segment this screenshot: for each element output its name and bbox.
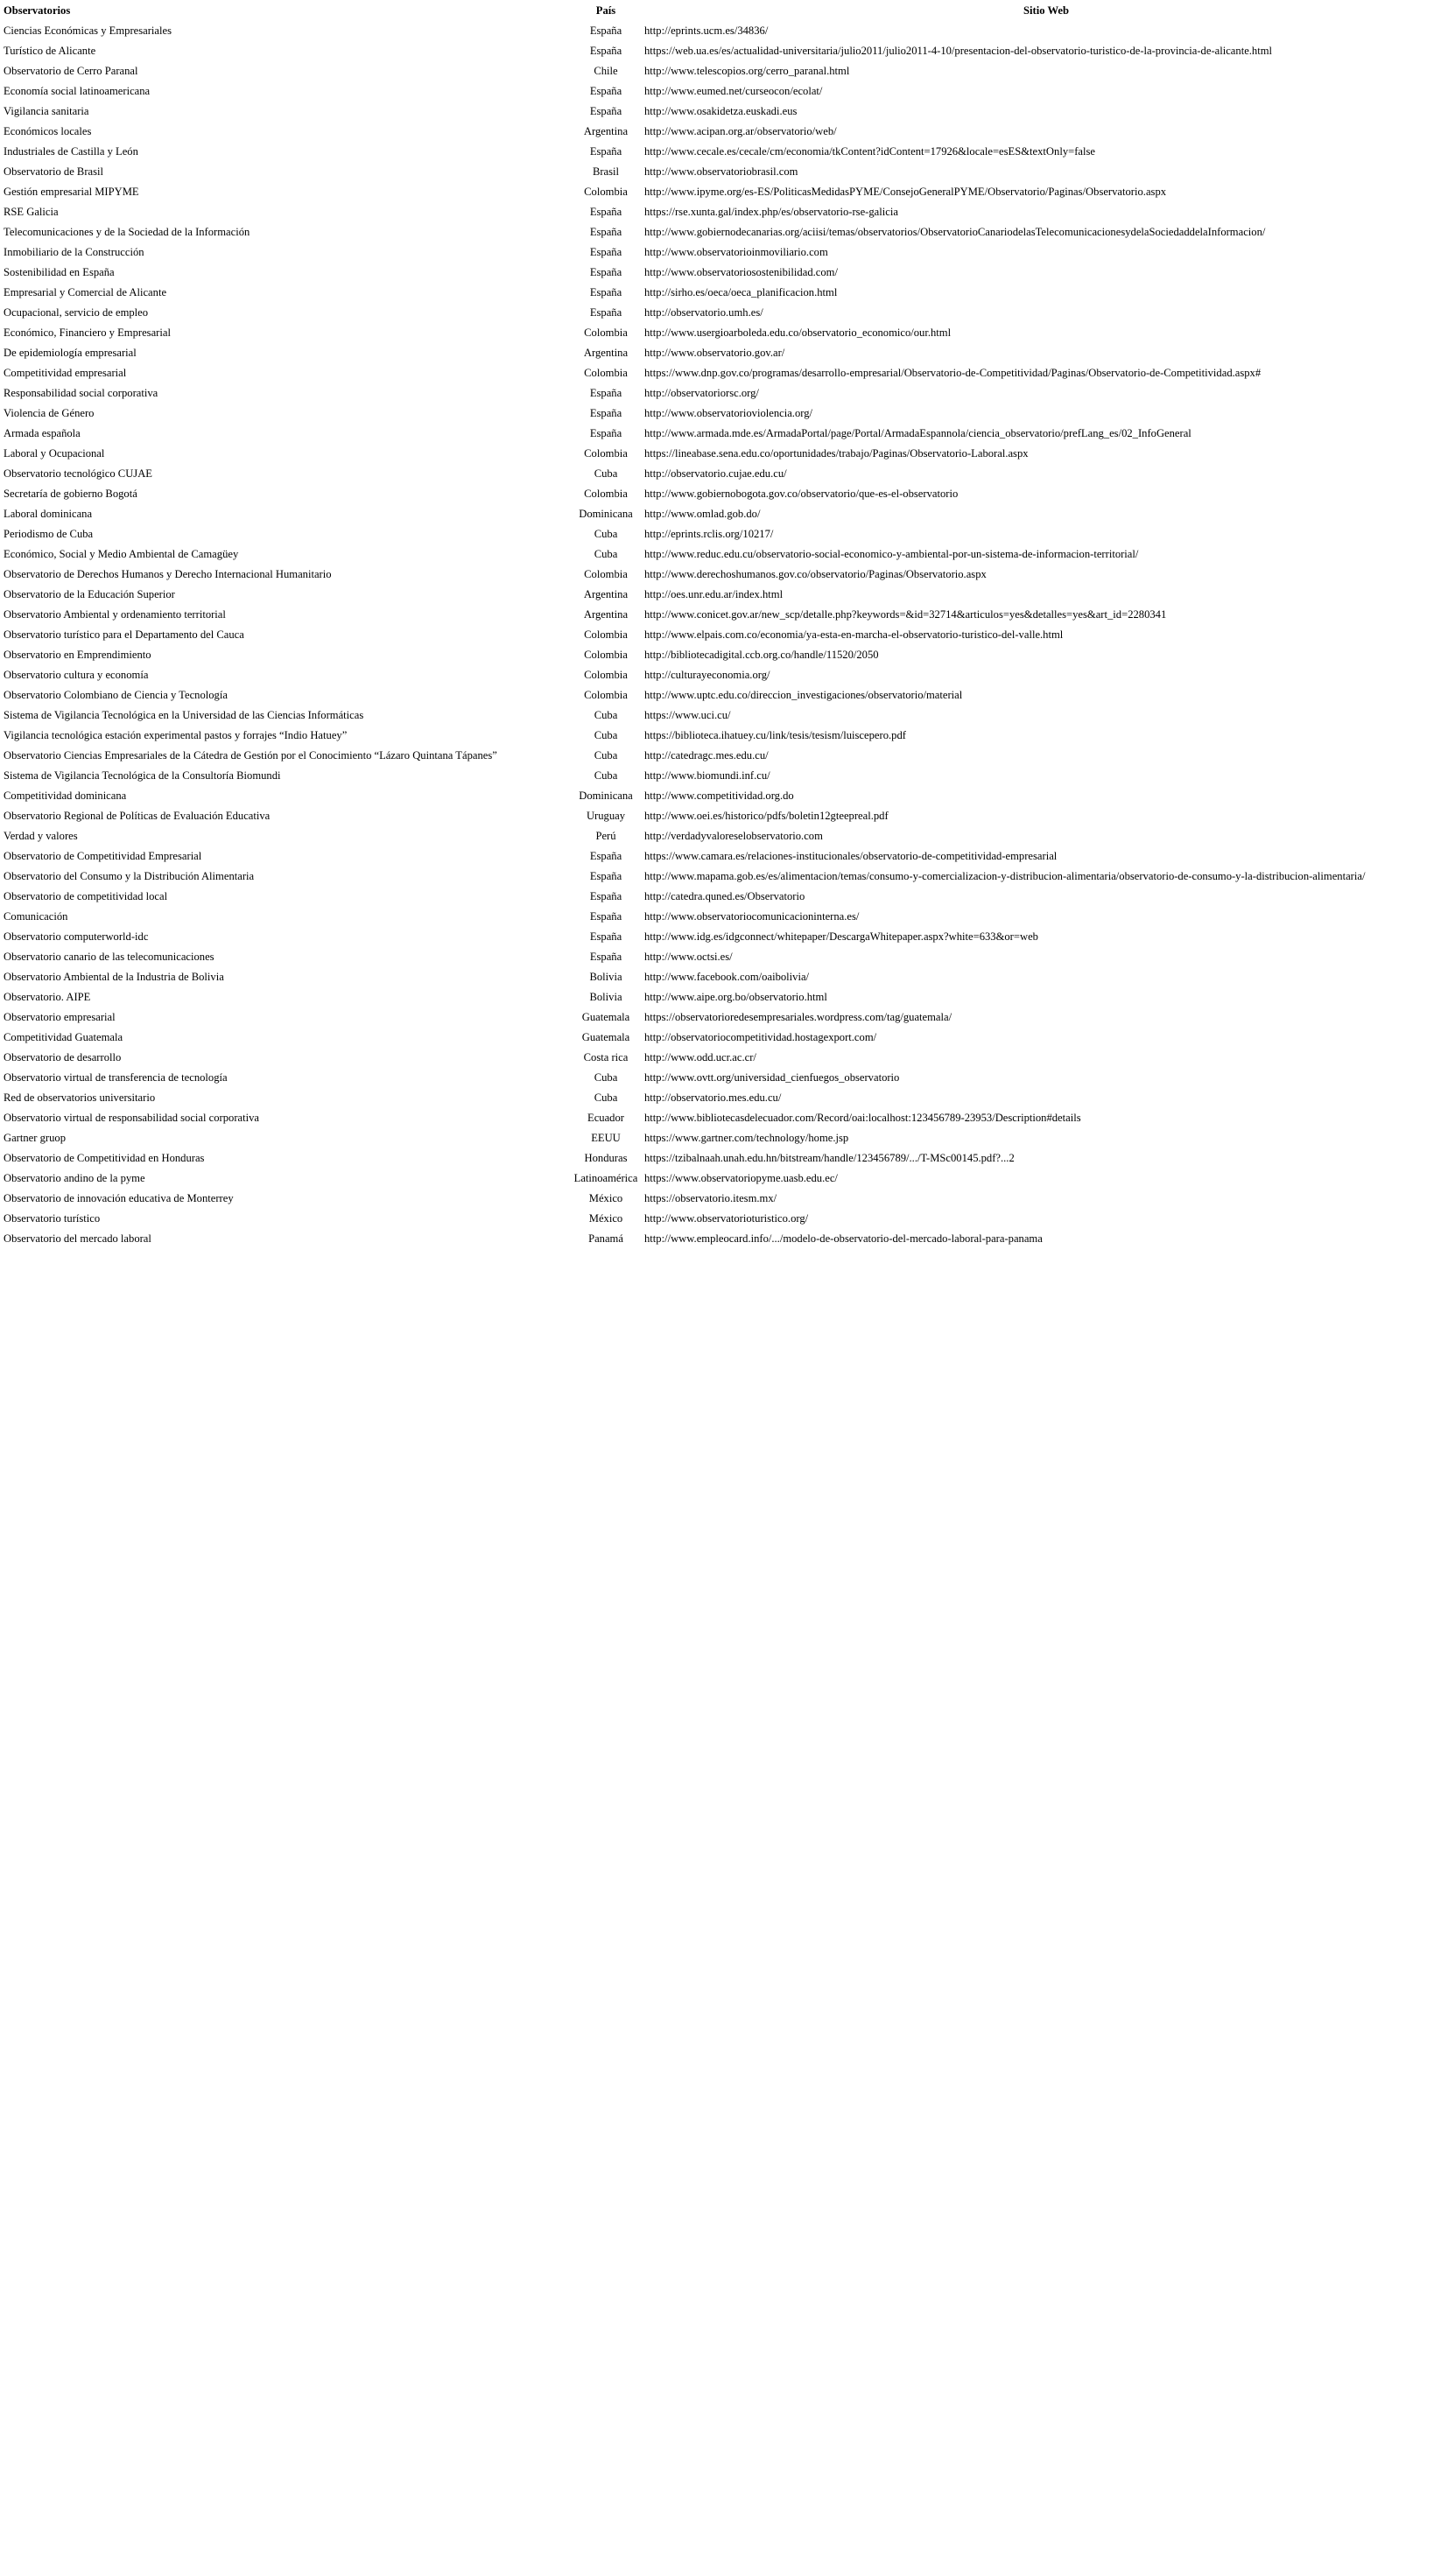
cell-observatorio: Observatorio Regional de Políticas de Evaluación Educativa bbox=[4, 810, 271, 822]
cell-pais: Guatemala bbox=[581, 1011, 630, 1023]
cell-observatorio: Económico, Social y Medio Ambiental de Camagüey bbox=[4, 548, 239, 560]
cell-observatorio: De epidemiología empresarial bbox=[4, 347, 137, 359]
cell-pais: Cuba bbox=[594, 709, 618, 721]
table-row bbox=[4, 182, 1448, 202]
cell-sitio-web[interactable]: https://lineabase.sena.edu.co/oportunidades/trabajo/Paginas/Observatorio-Laboral.aspx bbox=[644, 447, 1029, 460]
cell-pais: Latinoamérica bbox=[573, 1172, 638, 1184]
cell-pais: Argentina bbox=[583, 608, 629, 621]
table-row bbox=[4, 283, 1448, 303]
cell-sitio-web[interactable]: http://www.mapama.gob.es/es/alimentacion/temas/consumo-y-comercializacion-y-distribucion-alimentaria/observatorio-de-consumo-y-la-distribucion-alimentaria/ bbox=[644, 870, 1366, 882]
cell-sitio-web[interactable]: http://www.aipe.org.bo/observatorio.html bbox=[644, 991, 827, 1003]
table-row bbox=[4, 122, 1448, 142]
cell-observatorio: Responsabilidad social corporativa bbox=[4, 387, 158, 399]
cell-pais: Colombia bbox=[584, 568, 628, 580]
cell-observatorio: Observatorio turístico bbox=[4, 1212, 101, 1225]
table-row bbox=[4, 21, 1448, 41]
cell-sitio-web[interactable]: http://observatoriocompetitividad.hostagexport.com/ bbox=[644, 1031, 877, 1043]
table-row bbox=[4, 263, 1448, 283]
cell-sitio-web[interactable]: http://www.empleocard.info/.../modelo-de-observatorio-del-mercado-laboral-para-panama bbox=[644, 1232, 1043, 1245]
cell-observatorio: Sostenibilidad en España bbox=[4, 266, 115, 278]
cell-sitio-web[interactable]: http://www.competitividad.org.do bbox=[644, 790, 794, 802]
table-header-row bbox=[4, 1, 1448, 21]
cell-sitio-web[interactable]: http://observatoriorsc.org/ bbox=[644, 387, 759, 399]
cell-sitio-web[interactable]: http://catedragc.mes.edu.cu/ bbox=[644, 749, 769, 762]
cell-sitio-web[interactable]: http://www.gobiernobogota.gov.co/observatorio/que-es-el-observatorio bbox=[644, 488, 959, 500]
cell-sitio-web[interactable]: http://catedra.quned.es/Observatorio bbox=[644, 890, 805, 902]
cell-pais: Colombia bbox=[584, 367, 628, 379]
cell-sitio-web[interactable]: http://www.uptc.edu.co/direccion_investigaciones/observatorio/material bbox=[644, 689, 963, 701]
table-row bbox=[4, 444, 1448, 464]
cell-observatorio: Observatorio tecnológico CUJAE bbox=[4, 467, 152, 480]
cell-sitio-web[interactable]: https://observatorio.itesm.mx/ bbox=[644, 1192, 777, 1204]
cell-sitio-web[interactable]: http://www.oei.es/historico/pdfs/boletin12gteepreal.pdf bbox=[644, 810, 889, 822]
table-row bbox=[4, 967, 1448, 987]
table-row bbox=[4, 685, 1448, 705]
cell-observatorio: Vigilancia sanitaria bbox=[4, 105, 89, 117]
cell-observatorio: Telecomunicaciones y de la Sociedad de la Información bbox=[4, 226, 250, 238]
cell-observatorio: Observatorio de la Educación Superior bbox=[4, 588, 175, 600]
table-row bbox=[4, 363, 1448, 383]
cell-observatorio: RSE Galicia bbox=[4, 206, 59, 218]
table-row bbox=[4, 404, 1448, 424]
cell-pais: Colombia bbox=[584, 488, 628, 500]
cell-sitio-web[interactable]: http://www.conicet.gov.ar/new_scp/detalle.php?keywords=&id=32714&articulos=yes&detalles=yes&art_id=2280341 bbox=[644, 608, 1167, 621]
cell-sitio-web[interactable]: http://www.reduc.edu.cu/observatorio-social-economico-y-ambiental-por-un-sistema-de-informacion-territorial/ bbox=[644, 548, 1139, 560]
cell-observatorio: Observatorio del mercado laboral bbox=[4, 1232, 151, 1245]
table-row bbox=[4, 222, 1448, 242]
cell-pais: Colombia bbox=[584, 326, 628, 339]
cell-pais: EEUU bbox=[591, 1132, 621, 1144]
cell-pais: Costa rica bbox=[583, 1051, 629, 1063]
cell-sitio-web[interactable]: http://www.ovtt.org/universidad_cienfuegos_observatorio bbox=[644, 1071, 900, 1084]
table-row bbox=[4, 846, 1448, 867]
cell-pais: México bbox=[588, 1212, 623, 1225]
cell-observatorio: Sistema de Vigilancia Tecnológica de la Consultoría Biomundi bbox=[4, 769, 281, 782]
cell-observatorio: Red de observatorios universitario bbox=[4, 1091, 156, 1104]
cell-sitio-web[interactable]: http://www.bibliotecasdelecuador.com/Record/oai:localhost:123456789-23953/Description#details bbox=[644, 1112, 1081, 1124]
cell-sitio-web[interactable]: http://www.observatorio.gov.ar/ bbox=[644, 347, 785, 359]
table-row bbox=[4, 524, 1448, 544]
cell-pais: España bbox=[589, 870, 622, 882]
cell-sitio-web[interactable]: https://www.dnp.gov.co/programas/desarrollo-empresarial/Observatorio-de-Competitividad/Paginas/Observatorio-de-Competitividad.aspx# bbox=[644, 367, 1262, 379]
cell-pais: España bbox=[589, 25, 622, 37]
cell-pais: España bbox=[589, 306, 622, 319]
cell-sitio-web[interactable]: http://www.observatoriobrasil.com bbox=[644, 165, 798, 178]
cell-sitio-web[interactable]: http://observatorio.umh.es/ bbox=[644, 306, 763, 319]
cell-observatorio: Competitividad empresarial bbox=[4, 367, 127, 379]
cell-observatorio: Comunicación bbox=[4, 910, 68, 923]
cell-sitio-web[interactable]: http://oes.unr.edu.ar/index.html bbox=[644, 588, 784, 600]
cell-pais: Dominicana bbox=[579, 508, 633, 520]
cell-pais: Cuba bbox=[594, 729, 618, 741]
cell-observatorio: Industriales de Castilla y León bbox=[4, 145, 138, 158]
cell-sitio-web[interactable]: https://www.gartner.com/technology/home.jsp bbox=[644, 1132, 849, 1144]
cell-pais: Uruguay bbox=[586, 810, 626, 822]
cell-pais: Bolivia bbox=[589, 991, 622, 1003]
cell-observatorio: Inmobiliario de la Construcción bbox=[4, 246, 144, 258]
cell-observatorio: Competitividad Guatemala bbox=[4, 1031, 123, 1043]
cell-observatorio: Observatorio en Emprendimiento bbox=[4, 649, 151, 661]
cell-observatorio: Observatorio Ambiental y ordenamiento territorial bbox=[4, 608, 226, 621]
cell-observatorio: Observatorio del Consumo y la Distribución Alimentaria bbox=[4, 870, 255, 882]
cell-sitio-web[interactable]: http://eprints.ucm.es/34836/ bbox=[644, 25, 769, 37]
table-row bbox=[4, 1028, 1448, 1048]
cell-sitio-web[interactable]: http://www.ipyme.org/es-ES/PoliticasMedidasPYME/ConsejoGeneralPYME/Observatorio/Paginas/Observatorio.aspx bbox=[644, 186, 1167, 198]
observatorios-table bbox=[4, 1, 1448, 1249]
cell-pais: España bbox=[589, 850, 622, 862]
cell-observatorio: Observatorio de Derechos Humanos y Derecho Internacional Humanitario bbox=[4, 568, 332, 580]
cell-pais: España bbox=[589, 45, 622, 57]
cell-sitio-web[interactable]: http://www.facebook.com/oaibolivia/ bbox=[644, 971, 810, 983]
cell-observatorio: Gartner gruop bbox=[4, 1132, 66, 1144]
cell-sitio-web[interactable]: https://rse.xunta.gal/index.php/es/observatorio-rse-galicia bbox=[644, 206, 898, 218]
table-row bbox=[4, 343, 1448, 363]
table-row bbox=[4, 544, 1448, 565]
cell-sitio-web[interactable]: https://www.camara.es/relaciones-institucionales/observatorio-de-competitividad-empresarial bbox=[644, 850, 1058, 862]
table-row bbox=[4, 1128, 1448, 1148]
table-row bbox=[4, 484, 1448, 504]
table-row bbox=[4, 826, 1448, 846]
cell-observatorio: Observatorio andino de la pyme bbox=[4, 1172, 145, 1184]
cell-pais: España bbox=[589, 145, 622, 158]
cell-sitio-web[interactable]: https://observatorioredesempresariales.wordpress.com/tag/guatemala/ bbox=[644, 1011, 952, 1023]
table-row bbox=[4, 102, 1448, 122]
table-row bbox=[4, 383, 1448, 404]
cell-pais: Colombia bbox=[584, 628, 628, 641]
cell-observatorio: Observatorio empresarial bbox=[4, 1011, 116, 1023]
cell-observatorio: Secretaría de gobierno Bogotá bbox=[4, 488, 137, 500]
table-row bbox=[4, 464, 1448, 484]
cell-observatorio: Observatorio canario de las telecomunicaciones bbox=[4, 951, 214, 963]
cell-pais: Brasil bbox=[592, 165, 620, 178]
cell-observatorio: Turístico de Alicante bbox=[4, 45, 96, 57]
cell-observatorio: Observatorio Ciencias Empresariales de la Cátedra de Gestión por el Conocimiento “Lázaro Quintana Tápanes” bbox=[4, 749, 497, 762]
cell-pais: España bbox=[589, 286, 622, 298]
table-row bbox=[4, 323, 1448, 343]
table-row bbox=[4, 162, 1448, 182]
cell-observatorio: Periodismo de Cuba bbox=[4, 528, 94, 540]
cell-sitio-web[interactable]: http://www.observatorioviolencia.org/ bbox=[644, 407, 813, 419]
cell-sitio-web[interactable]: http://sirho.es/oeca/oeca_planificacion.html bbox=[644, 286, 838, 298]
cell-pais: Colombia bbox=[584, 649, 628, 661]
table-row bbox=[4, 746, 1448, 766]
table-row bbox=[4, 242, 1448, 263]
header-observatorios: Observatorios bbox=[4, 4, 71, 17]
cell-observatorio: Gestión empresarial MIPYME bbox=[4, 186, 139, 198]
cell-sitio-web[interactable]: http://www.cecale.es/cecale/cm/economia/tkContent?idContent=17926&locale=esES&textOnly=false bbox=[644, 145, 1095, 158]
cell-sitio-web[interactable]: http://www.idg.es/idgconnect/whitepaper/DescargaWhitepaper.aspx?white=633&or=web bbox=[644, 930, 1038, 943]
cell-sitio-web[interactable]: http://www.observatorioturistico.org/ bbox=[644, 1212, 809, 1225]
table-row bbox=[4, 907, 1448, 927]
table-row bbox=[4, 947, 1448, 967]
table-row bbox=[4, 81, 1448, 102]
table-row bbox=[4, 625, 1448, 645]
cell-sitio-web[interactable]: https://web.ua.es/es/actualidad-universitaria/julio2011/julio2011-4-10/presentacion-del-observatorio-turistico-de-la-provincia-de-alicante.html bbox=[644, 45, 1273, 57]
cell-pais: México bbox=[588, 1192, 623, 1204]
cell-sitio-web[interactable]: http://eprints.rclis.org/10217/ bbox=[644, 528, 774, 540]
cell-pais: España bbox=[589, 105, 622, 117]
cell-pais: Argentina bbox=[583, 125, 629, 137]
cell-observatorio: Económico, Financiero y Empresarial bbox=[4, 326, 171, 339]
cell-observatorio: Observatorio de desarrollo bbox=[4, 1051, 122, 1063]
cell-pais: Bolivia bbox=[589, 971, 622, 983]
cell-observatorio: Observatorio Colombiano de Ciencia y Tecnología bbox=[4, 689, 228, 701]
cell-sitio-web[interactable]: http://www.telescopios.org/cerro_paranal.html bbox=[644, 65, 850, 77]
cell-sitio-web[interactable]: http://verdadyvaloreselobservatorio.com bbox=[644, 830, 823, 842]
table-row bbox=[4, 645, 1448, 665]
cell-pais: España bbox=[589, 266, 622, 278]
table-row bbox=[4, 766, 1448, 786]
cell-pais: Cuba bbox=[594, 1091, 618, 1104]
cell-pais: España bbox=[589, 226, 622, 238]
cell-observatorio: Observatorio de Brasil bbox=[4, 165, 104, 178]
cell-observatorio: Observatorio virtual de transferencia de tecnología bbox=[4, 1071, 228, 1084]
table-row bbox=[4, 424, 1448, 444]
header-pais: País bbox=[595, 4, 616, 17]
table-row bbox=[4, 504, 1448, 524]
table-row bbox=[4, 1108, 1448, 1128]
cell-pais: España bbox=[589, 930, 622, 943]
cell-sitio-web[interactable]: http://observatorio.mes.edu.cu/ bbox=[644, 1091, 782, 1104]
cell-observatorio: Observatorio. AIPE bbox=[4, 991, 91, 1003]
table-row bbox=[4, 585, 1448, 605]
cell-sitio-web[interactable]: http://www.omlad.gob.do/ bbox=[644, 508, 761, 520]
cell-observatorio: Armada española bbox=[4, 427, 81, 439]
cell-pais: Dominicana bbox=[579, 790, 633, 802]
cell-pais: Cuba bbox=[594, 749, 618, 762]
cell-pais: Cuba bbox=[594, 528, 618, 540]
cell-pais: Chile bbox=[594, 65, 618, 77]
table-row bbox=[4, 806, 1448, 826]
cell-observatorio: Competitividad dominicana bbox=[4, 790, 127, 802]
table-row bbox=[4, 1048, 1448, 1068]
cell-sitio-web[interactable]: http://www.biomundi.inf.cu/ bbox=[644, 769, 770, 782]
cell-pais: Perú bbox=[595, 830, 616, 842]
cell-sitio-web[interactable]: https://biblioteca.ihatuey.cu/link/tesis/tesism/luiscepero.pdf bbox=[644, 729, 906, 741]
table-row bbox=[4, 1169, 1448, 1189]
cell-pais: Cuba bbox=[594, 548, 618, 560]
table-row bbox=[4, 61, 1448, 81]
cell-sitio-web[interactable]: http://www.observatorioinmoviliario.com bbox=[644, 246, 828, 258]
table-row bbox=[4, 1148, 1448, 1169]
cell-pais: España bbox=[589, 387, 622, 399]
table-row bbox=[4, 303, 1448, 323]
cell-pais: España bbox=[589, 890, 622, 902]
cell-pais: España bbox=[589, 910, 622, 923]
cell-observatorio: Laboral y Ocupacional bbox=[4, 447, 105, 460]
cell-sitio-web[interactable]: http://observatorio.cujae.edu.cu/ bbox=[644, 467, 787, 480]
cell-observatorio: Observatorio de Competitividad en Honduras bbox=[4, 1152, 205, 1164]
cell-pais: España bbox=[589, 85, 622, 97]
table-row bbox=[4, 565, 1448, 585]
cell-sitio-web[interactable]: http://www.derechoshumanos.gov.co/observatorio/Paginas/Observatorio.aspx bbox=[644, 568, 987, 580]
cell-pais: España bbox=[589, 206, 622, 218]
cell-observatorio: Violencia de Género bbox=[4, 407, 95, 419]
table-row bbox=[4, 1229, 1448, 1249]
cell-pais: Argentina bbox=[583, 588, 629, 600]
cell-sitio-web[interactable]: http://bibliotecadigital.ccb.org.co/handle/11520/2050 bbox=[644, 649, 879, 661]
cell-pais: España bbox=[589, 951, 622, 963]
cell-observatorio: Ciencias Económicas y Empresariales bbox=[4, 25, 172, 37]
cell-sitio-web[interactable]: http://www.acipan.org.ar/observatorio/web/ bbox=[644, 125, 837, 137]
cell-observatorio: Observatorio de Cerro Paranal bbox=[4, 65, 138, 77]
table-row bbox=[4, 987, 1448, 1007]
cell-sitio-web[interactable]: https://www.uci.cu/ bbox=[644, 709, 731, 721]
table-row bbox=[4, 142, 1448, 162]
cell-sitio-web[interactable]: http://culturayeconomia.org/ bbox=[644, 669, 770, 681]
table-row bbox=[4, 605, 1448, 625]
cell-observatorio: Observatorio Ambiental de la Industria de Bolivia bbox=[4, 971, 224, 983]
table-row bbox=[4, 887, 1448, 907]
cell-pais: Cuba bbox=[594, 769, 618, 782]
cell-observatorio: Económicos locales bbox=[4, 125, 92, 137]
table-row bbox=[4, 786, 1448, 806]
cell-observatorio: Observatorio de Competitividad Empresarial bbox=[4, 850, 202, 862]
cell-sitio-web[interactable]: http://www.octsi.es/ bbox=[644, 951, 733, 963]
cell-pais: Colombia bbox=[584, 186, 628, 198]
cell-pais: España bbox=[589, 407, 622, 419]
cell-pais: Panamá bbox=[588, 1232, 623, 1245]
table-row bbox=[4, 1007, 1448, 1028]
cell-sitio-web[interactable]: http://www.osakidetza.euskadi.eus bbox=[644, 105, 798, 117]
cell-pais: España bbox=[589, 427, 622, 439]
cell-observatorio: Empresarial y Comercial de Alicante bbox=[4, 286, 167, 298]
cell-pais: Cuba bbox=[594, 467, 618, 480]
cell-pais: Honduras bbox=[584, 1152, 628, 1164]
header-sitio-web: Sitio Web bbox=[1023, 4, 1069, 17]
cell-sitio-web[interactable]: http://www.gobiernodecanarias.org/aciisi/temas/observatorios/ObservatorioCanariodelasTelecomunicacionesydelaSociedaddelaInformacion/ bbox=[644, 226, 1266, 238]
cell-pais: Cuba bbox=[594, 1071, 618, 1084]
cell-sitio-web[interactable]: https://tzibalnaah.unah.edu.hn/bitstream/handle/123456789/.../T-MSc00145.pdf?...2 bbox=[644, 1152, 1015, 1164]
cell-observatorio: Economía social latinoamericana bbox=[4, 85, 151, 97]
table-row bbox=[4, 927, 1448, 947]
cell-observatorio: Vigilancia tecnológica estación experimental pastos y forrajes “Indio Hatuey” bbox=[4, 729, 348, 741]
cell-observatorio: Sistema de Vigilancia Tecnológica en la Universidad de las Ciencias Informáticas bbox=[4, 709, 364, 721]
table-row bbox=[4, 726, 1448, 746]
cell-observatorio: Observatorio computerworld-idc bbox=[4, 930, 149, 943]
table-row bbox=[4, 202, 1448, 222]
table-row bbox=[4, 1209, 1448, 1229]
cell-sitio-web[interactable]: http://www.elpais.com.co/economia/ya-esta-en-marcha-el-observatorio-turistico-del-valle.html bbox=[644, 628, 1064, 641]
cell-sitio-web[interactable]: http://www.eumed.net/curseocon/ecolat/ bbox=[644, 85, 823, 97]
cell-sitio-web[interactable]: http://www.armada.mde.es/ArmadaPortal/page/Portal/ArmadaEspannola/ciencia_observatorio/prefLang_es/02_InfoGeneral bbox=[644, 427, 1191, 439]
cell-observatorio: Laboral dominicana bbox=[4, 508, 93, 520]
cell-observatorio: Observatorio de innovación educativa de Monterrey bbox=[4, 1192, 234, 1204]
table-row bbox=[4, 1068, 1448, 1088]
cell-pais: Argentina bbox=[583, 347, 629, 359]
table-row bbox=[4, 1189, 1448, 1209]
cell-sitio-web[interactable]: http://www.odd.ucr.ac.cr/ bbox=[644, 1051, 756, 1063]
cell-sitio-web[interactable]: http://www.observatoriosostenibilidad.com/ bbox=[644, 266, 838, 278]
cell-observatorio: Ocupacional, servicio de empleo bbox=[4, 306, 149, 319]
cell-sitio-web[interactable]: http://www.observatoriocomunicacioninterna.es/ bbox=[644, 910, 860, 923]
cell-pais: Colombia bbox=[584, 447, 628, 460]
cell-sitio-web[interactable]: http://www.usergioarboleda.edu.co/observatorio_economico/our.html bbox=[644, 326, 952, 339]
cell-pais: Colombia bbox=[584, 669, 628, 681]
table-row bbox=[4, 705, 1448, 726]
cell-observatorio: Observatorio cultura y economía bbox=[4, 669, 149, 681]
cell-pais: Colombia bbox=[584, 689, 628, 701]
cell-pais: Guatemala bbox=[581, 1031, 630, 1043]
table-row bbox=[4, 1088, 1448, 1108]
cell-sitio-web[interactable]: https://www.observatoriopyme.uasb.edu.ec/ bbox=[644, 1172, 838, 1184]
cell-observatorio: Verdad y valores bbox=[4, 830, 78, 842]
cell-observatorio: Observatorio turístico para el Departamento del Cauca bbox=[4, 628, 244, 641]
cell-observatorio: Observatorio virtual de responsabilidad social corporativa bbox=[4, 1112, 260, 1124]
table-row bbox=[4, 867, 1448, 887]
table-row bbox=[4, 665, 1448, 685]
cell-observatorio: Observatorio de competitividad local bbox=[4, 890, 168, 902]
cell-pais: España bbox=[589, 246, 622, 258]
cell-pais: Ecuador bbox=[587, 1112, 624, 1124]
table-row bbox=[4, 41, 1448, 61]
table-body bbox=[4, 21, 1448, 1249]
